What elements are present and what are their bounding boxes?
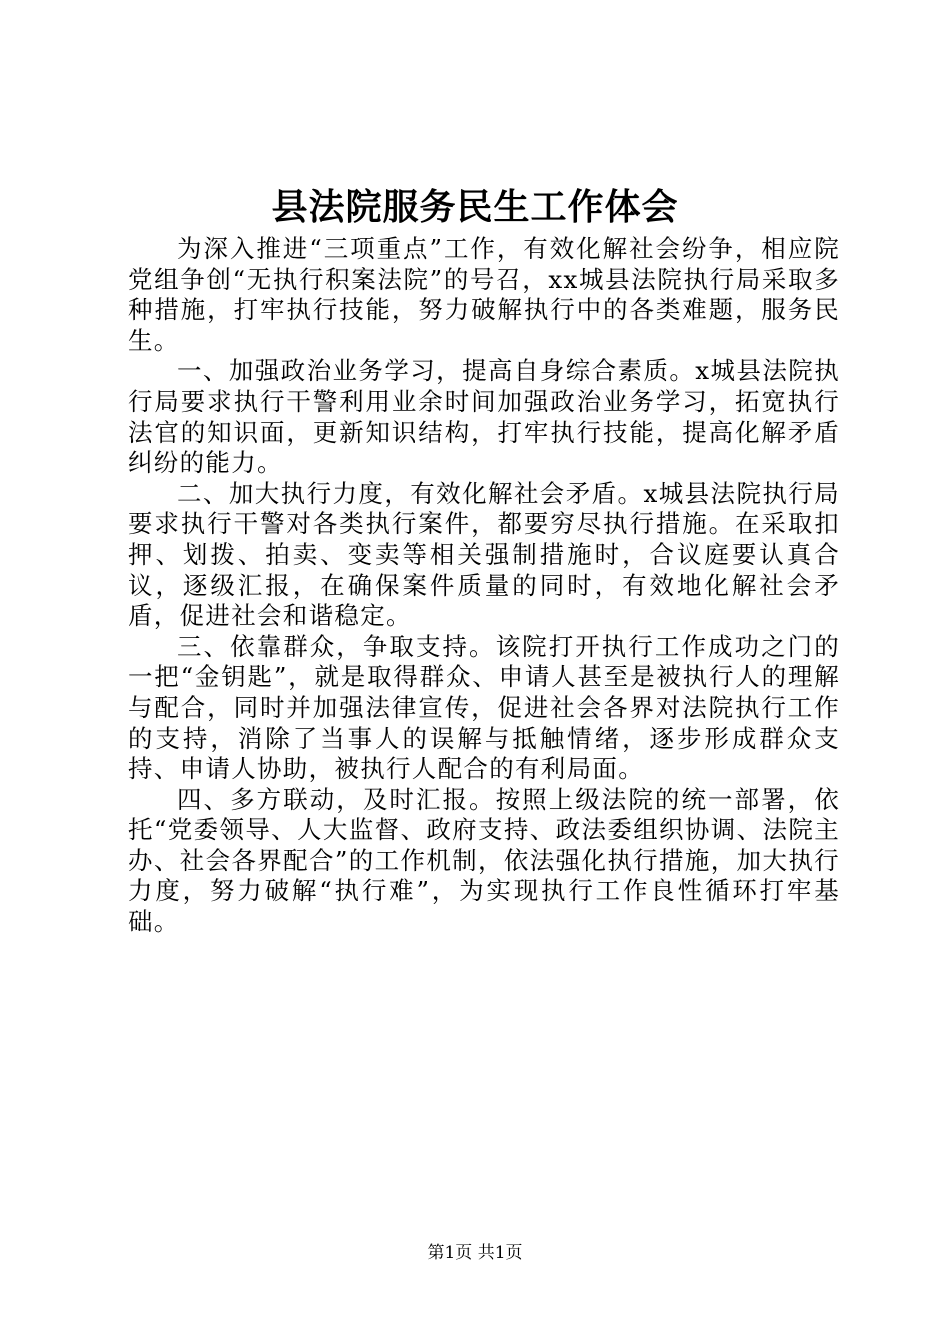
paragraph-section-2: 二、加大执行力度，有效化解社会矛盾。x城县法院执行局要求执行干警对各类执行案件，都要穷尽执行措施。在采取扣押、划拨、拍卖、变卖等相关强制措施时，合议庭要认真合议，逐级汇报，在确保案件质量的同时，有效地化解社会矛盾，促进社会和谐稳定。	[128, 478, 840, 631]
document-title: 县法院服务民生工作体会	[271, 187, 679, 228]
paragraph-section-1: 一、加强政治业务学习，提高自身综合素质。x城县法院执行局要求执行干警利用业余时间加强政治业务学习，拓宽执行法官的知识面，更新知识结构，打牢执行技能，提高化解矛盾纠纷的能力。	[128, 356, 840, 478]
paragraph-section-3: 三、依靠群众，争取支持。该院打开执行工作成功之门的一把“金钥匙”，就是取得群众、申请人甚至是被执行人的理解与配合，同时并加强法律宣传，促进社会各界对法院执行工作的支持，消除了当事人的误解与抵触情绪，逐步形成群众支持、申请人协助，被执行人配合的有利局面。	[128, 631, 840, 784]
document-body	[128, 234, 840, 938]
paragraph-section-4: 四、多方联动，及时汇报。按照上级法院的统一部署，依托“党委领导、人大监督、政府支持、政法委组织协调、法院主办、社会各界配合”的工作机制，依法强化执行措施，加大执行力度，努力破解“执行难”，为实现执行工作良性循环打牢基础。	[128, 784, 841, 937]
paragraph-intro: 为深入推进“三项重点”工作，有效化解社会纷争，相应院党组争创“无执行积案法院”的号召，xx城县法院执行局采取多种措施，打牢执行技能，努力破解执行中的各类难题，服务民生。	[128, 234, 840, 355]
page-footer: 第1页 共1页	[427, 1243, 523, 1263]
